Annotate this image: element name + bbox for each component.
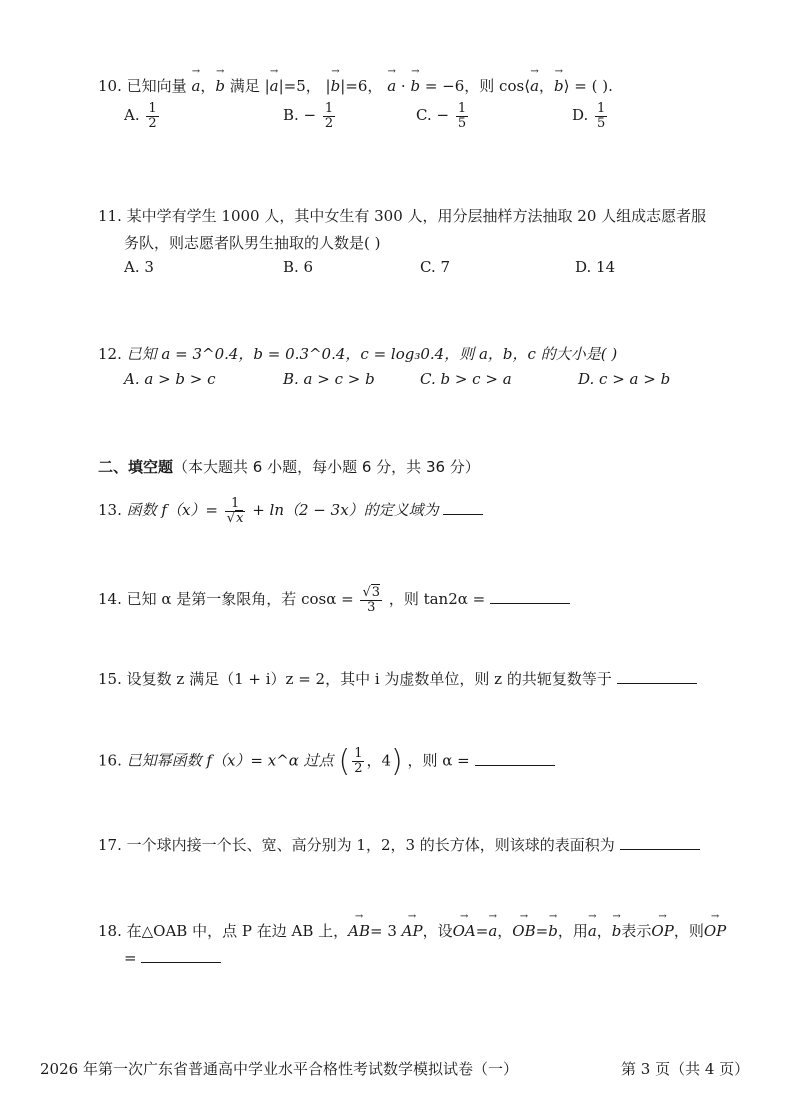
question-11-stem-line2: 务队，则志愿者队男生抽取的人数是( ) <box>124 234 381 252</box>
question-18-line2: = <box>124 948 221 967</box>
q11-option-d[interactable]: D. 14 <box>575 258 616 276</box>
q10-option-d[interactable]: D. $\frac{1}{5}$ <box>572 101 606 131</box>
q10-option-c[interactable]: C. − $\frac{1}{5}$ <box>416 101 467 131</box>
answer-blank[interactable] <box>490 589 570 604</box>
q12-option-c[interactable]: C. b > c > a <box>420 370 512 388</box>
fraction: $\frac{1}{5}$ <box>597 101 606 131</box>
question-13: 13. 函数 f（x）= $\frac{1}{√x}$ + ln（2 − 3x）的定义域为 <box>98 497 483 525</box>
q12-option-b[interactable]: B. a > c > b <box>283 370 375 388</box>
answer-blank[interactable] <box>617 669 697 684</box>
q12-option-a[interactable]: A. a > b > c <box>124 370 216 388</box>
q11-option-b[interactable]: B. 6 <box>283 258 314 276</box>
question-18: 18. 在△OAB 中，点 P 在边 AB 上，→ AB= 3 → AP，设→ OA=→ a，→ OB=→ b，用→ a，→ b表示→ OP，则→ OP <box>98 920 726 941</box>
fraction: $\frac{1}{2}$ <box>324 101 334 131</box>
question-10-stem: 10. 已知向量 → a，→ b 满足 |→ a|=5， |→ b|=6， → a · → b = −6，则 cos⟨→ a，→ b⟩ = ( ). <box>98 75 613 96</box>
answer-blank[interactable] <box>475 751 555 766</box>
fraction: $\frac{√3}{3}$ <box>362 585 381 615</box>
page-number: 第 3 页（共 4 页） <box>621 1060 750 1078</box>
question-17: 17. 一个球内接一个长、宽、高分别为 1，2，3 的长方体，则该球的表面积为 <box>98 834 700 855</box>
q12-option-d[interactable]: D. c > a > b <box>578 370 671 388</box>
question-16: 16. 已知幂函数 f（x）= x^α 过点 ( $\frac{1}{2}$ ，4) ，则 α = <box>98 744 555 779</box>
q11-option-a[interactable]: A. 3 <box>124 258 154 276</box>
question-15: 15. 设复数 z 满足（1 + i）z = 2，其中 i 为虚数单位，则 z 的共轭复数等于 <box>98 668 697 689</box>
answer-blank[interactable] <box>620 835 700 850</box>
fraction: $\frac{1}{2}$ <box>354 746 363 776</box>
section-heading: 二、填空题（本大题共 6 小题，每小题 6 分，共 36 分） <box>98 458 480 476</box>
fraction: $\frac{1}{2}$ <box>148 101 157 131</box>
q11-option-c[interactable]: C. 7 <box>420 258 451 276</box>
question-14: 14. 已知 α 是第一象限角，若 cosα = $\frac{√3}{3}$ ，则 tan2α = <box>98 586 570 614</box>
q10-option-a[interactable]: A. $\frac{1}{2}$ <box>124 101 157 131</box>
answer-blank[interactable] <box>443 500 483 515</box>
footer-title: 2026 年第一次广东省普通高中学业水平合格性考试数学模拟试卷（一） <box>40 1060 518 1078</box>
question-11-stem: 11. 某中学有学生 1000 人，其中女生有 300 人，用分层抽样方法抽取 20 人组成志愿者服 <box>98 207 707 225</box>
answer-blank[interactable] <box>141 948 221 963</box>
fraction: $\frac{1}{5}$ <box>457 101 467 131</box>
question-12-stem: 12. 已知 a = 3^0.4，b = 0.3^0.4，c = log₃0.4，则 a，b，c 的大小是( ) <box>98 345 618 363</box>
fraction: $\frac{1}{√x}$ <box>226 496 244 526</box>
q10-option-b[interactable]: B. − $\frac{1}{2}$ <box>283 101 334 131</box>
